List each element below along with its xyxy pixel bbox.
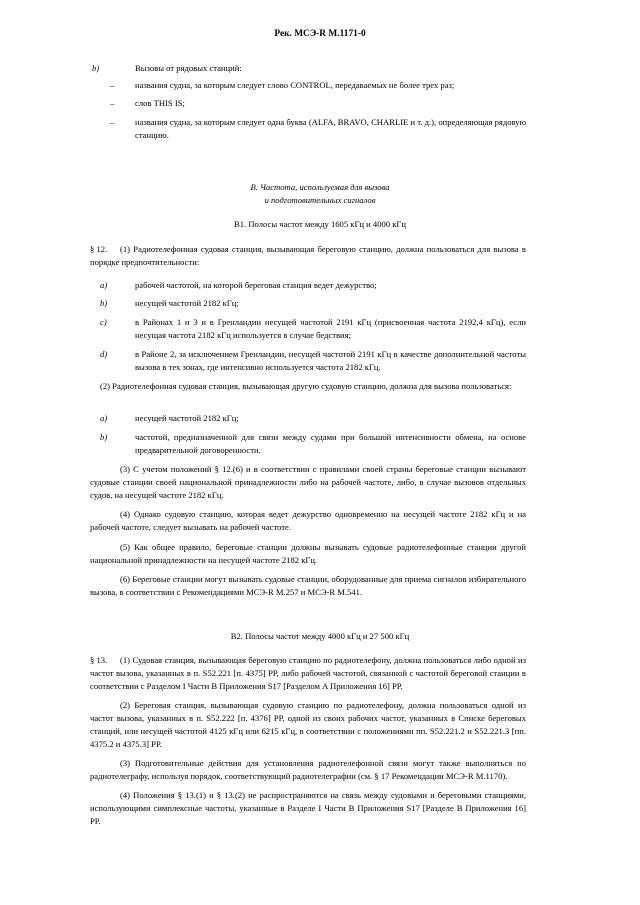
section-number: § 13. [90,655,108,665]
page-header: Рек. МСЭ-R M.1171-0 [274,29,366,39]
list-marker: d) [100,349,108,359]
paragraph: (1) Радиотелефонная судовая станция, вызывающая береговую станцию, должна пользоваться для вызова в порядке предпочтительности: [90,244,526,267]
list-item: рабочей частотой, на которой береговая станция ведет дежурство; [135,280,377,290]
list-marker: b) [100,298,108,308]
list-marker: a) [100,280,108,290]
paragraph: (2) Береговая станция, вызывающая судовую станцию по радиотелефону, должна пользоваться одной из частот вызова, указанных в п. S52.222 [п. 4376] РР, одной из своих рабочих частот, указанных в Списке береговых станций, или несущей частотой 4125 кГц или 6215 кГц, в соответствии с положениями пп. S52.221.2 и S52.221.3 [пп. 4375.2 и 4375.3] РР. [90,700,526,749]
dash-marker: – [110,98,115,108]
dash-marker: – [110,80,115,90]
section-title-line2: и подготовительных сигналов [264,195,376,205]
paragraph: (5) Как общее правило, береговые станции должны вызывать судовые радиотелефонные станции другой национальной принадлежности на несущей частоте 2182 кГц. [90,542,526,565]
subsection-title: B1. Полосы частот между 1605 кГц и 4000 кГц [234,219,406,229]
list-marker: a) [100,413,108,423]
paragraph: (1) Судовая станция, вызывающая береговую станцию по радиотелефону, должна пользоваться либо одной из частот вызова, указанных в п. S52.221 [п. 4375] РР, либо рабочей частотой, связанной с частотой береговой станции в соответствии с Разделом I Части B Приложения S17 [Разделом A Приложения 16] РР. [90,655,526,691]
list-item: слов THIS IS; [135,98,185,108]
list-item: названия судна, за которым следует слово CONTROL, передаваемых не более трех раз; [135,80,455,90]
list-marker: c) [100,317,107,327]
paragraph: (6) Береговые станции могут вызывать судовые станции, оборудованные для приема сигналов избирательного вызова, в соответствии с Рекомендациями МСЭ-R M.257 и МСЭ-R M.541. [90,574,526,597]
list-marker: b) [92,63,100,73]
list-item: в Районе 2, за исключением Гренландии, несущей частотой 2191 кГц в качестве дополнительной частоты вызова в тех зонах, где интенсивно используется частота 2182 кГц. [135,349,526,372]
list-marker: b) [100,432,108,442]
section-title-line1: B. Частота, используемая для вызова [250,182,390,192]
list-item: названия судна, за которым следует одна буква (ALFA, BRAVO, CHARLIE и т. д.), определяющая рядовую станцию. [135,117,526,140]
paragraph-text: (2) Радиотелефонная судовая станция, вызывающая другую судовую станцию, должна для вызова пользоваться: [100,381,512,391]
section-number: § 12. [90,244,108,254]
list-item: в Районах 1 и 3 и в Гренландии несущей частотой 2191 кГц (присвоенная частота 2192,4 кГц), если несущая частота 2182 кГц используется в случае бедствия; [135,317,526,340]
list-item: несущей частотой 2182 кГц; [135,413,239,423]
paragraph: (3) С учетом положений § 12.(6) и в соответствии с правилами своей страны береговые станции вызывают судовые станции своей национальной принадлежности либо на рабочей частоте, либо, в случае вызовов отдельных судов, на несущей частоте 2182 кГц. [90,464,526,500]
dash-marker: – [110,117,115,127]
list-item: несущей частотой 2182 кГц; [135,298,239,308]
subsection-title: B2. Полосы частот между 4000 кГц и 27 500 кГц [230,631,410,641]
list-item: частотой, предназначенной для связи между судами при большой интенсивности обмена, на основе предварительной договоренности. [135,432,526,455]
list-title: Вызовы от рядовых станций: [135,63,242,73]
paragraph: (4) Положения § 13.(1) и § 13.(2) не распространяются на связь между судовыми и береговыми станциями, использующими симплексные частоты, указанные в Разделе I Части B Приложения S17 [Разделе B Приложения 16] РР. [90,790,526,826]
paragraph: (3) Подготовительные действия для установления радиотелефонной связи могут также выполняться по радиотелеграфу, используя порядок, соответствующий радиотелеграфии (см. § 17 Рекомендации МСЭ-R M.1170). [90,758,526,781]
paragraph [100,380,526,393]
paragraph: (4) Однако судовую станцию, которая ведет дежурство одновременно на несущей частоте 2182 кГц и на рабочей частоте, следует вызывать на рабочей частоте. [90,509,526,532]
